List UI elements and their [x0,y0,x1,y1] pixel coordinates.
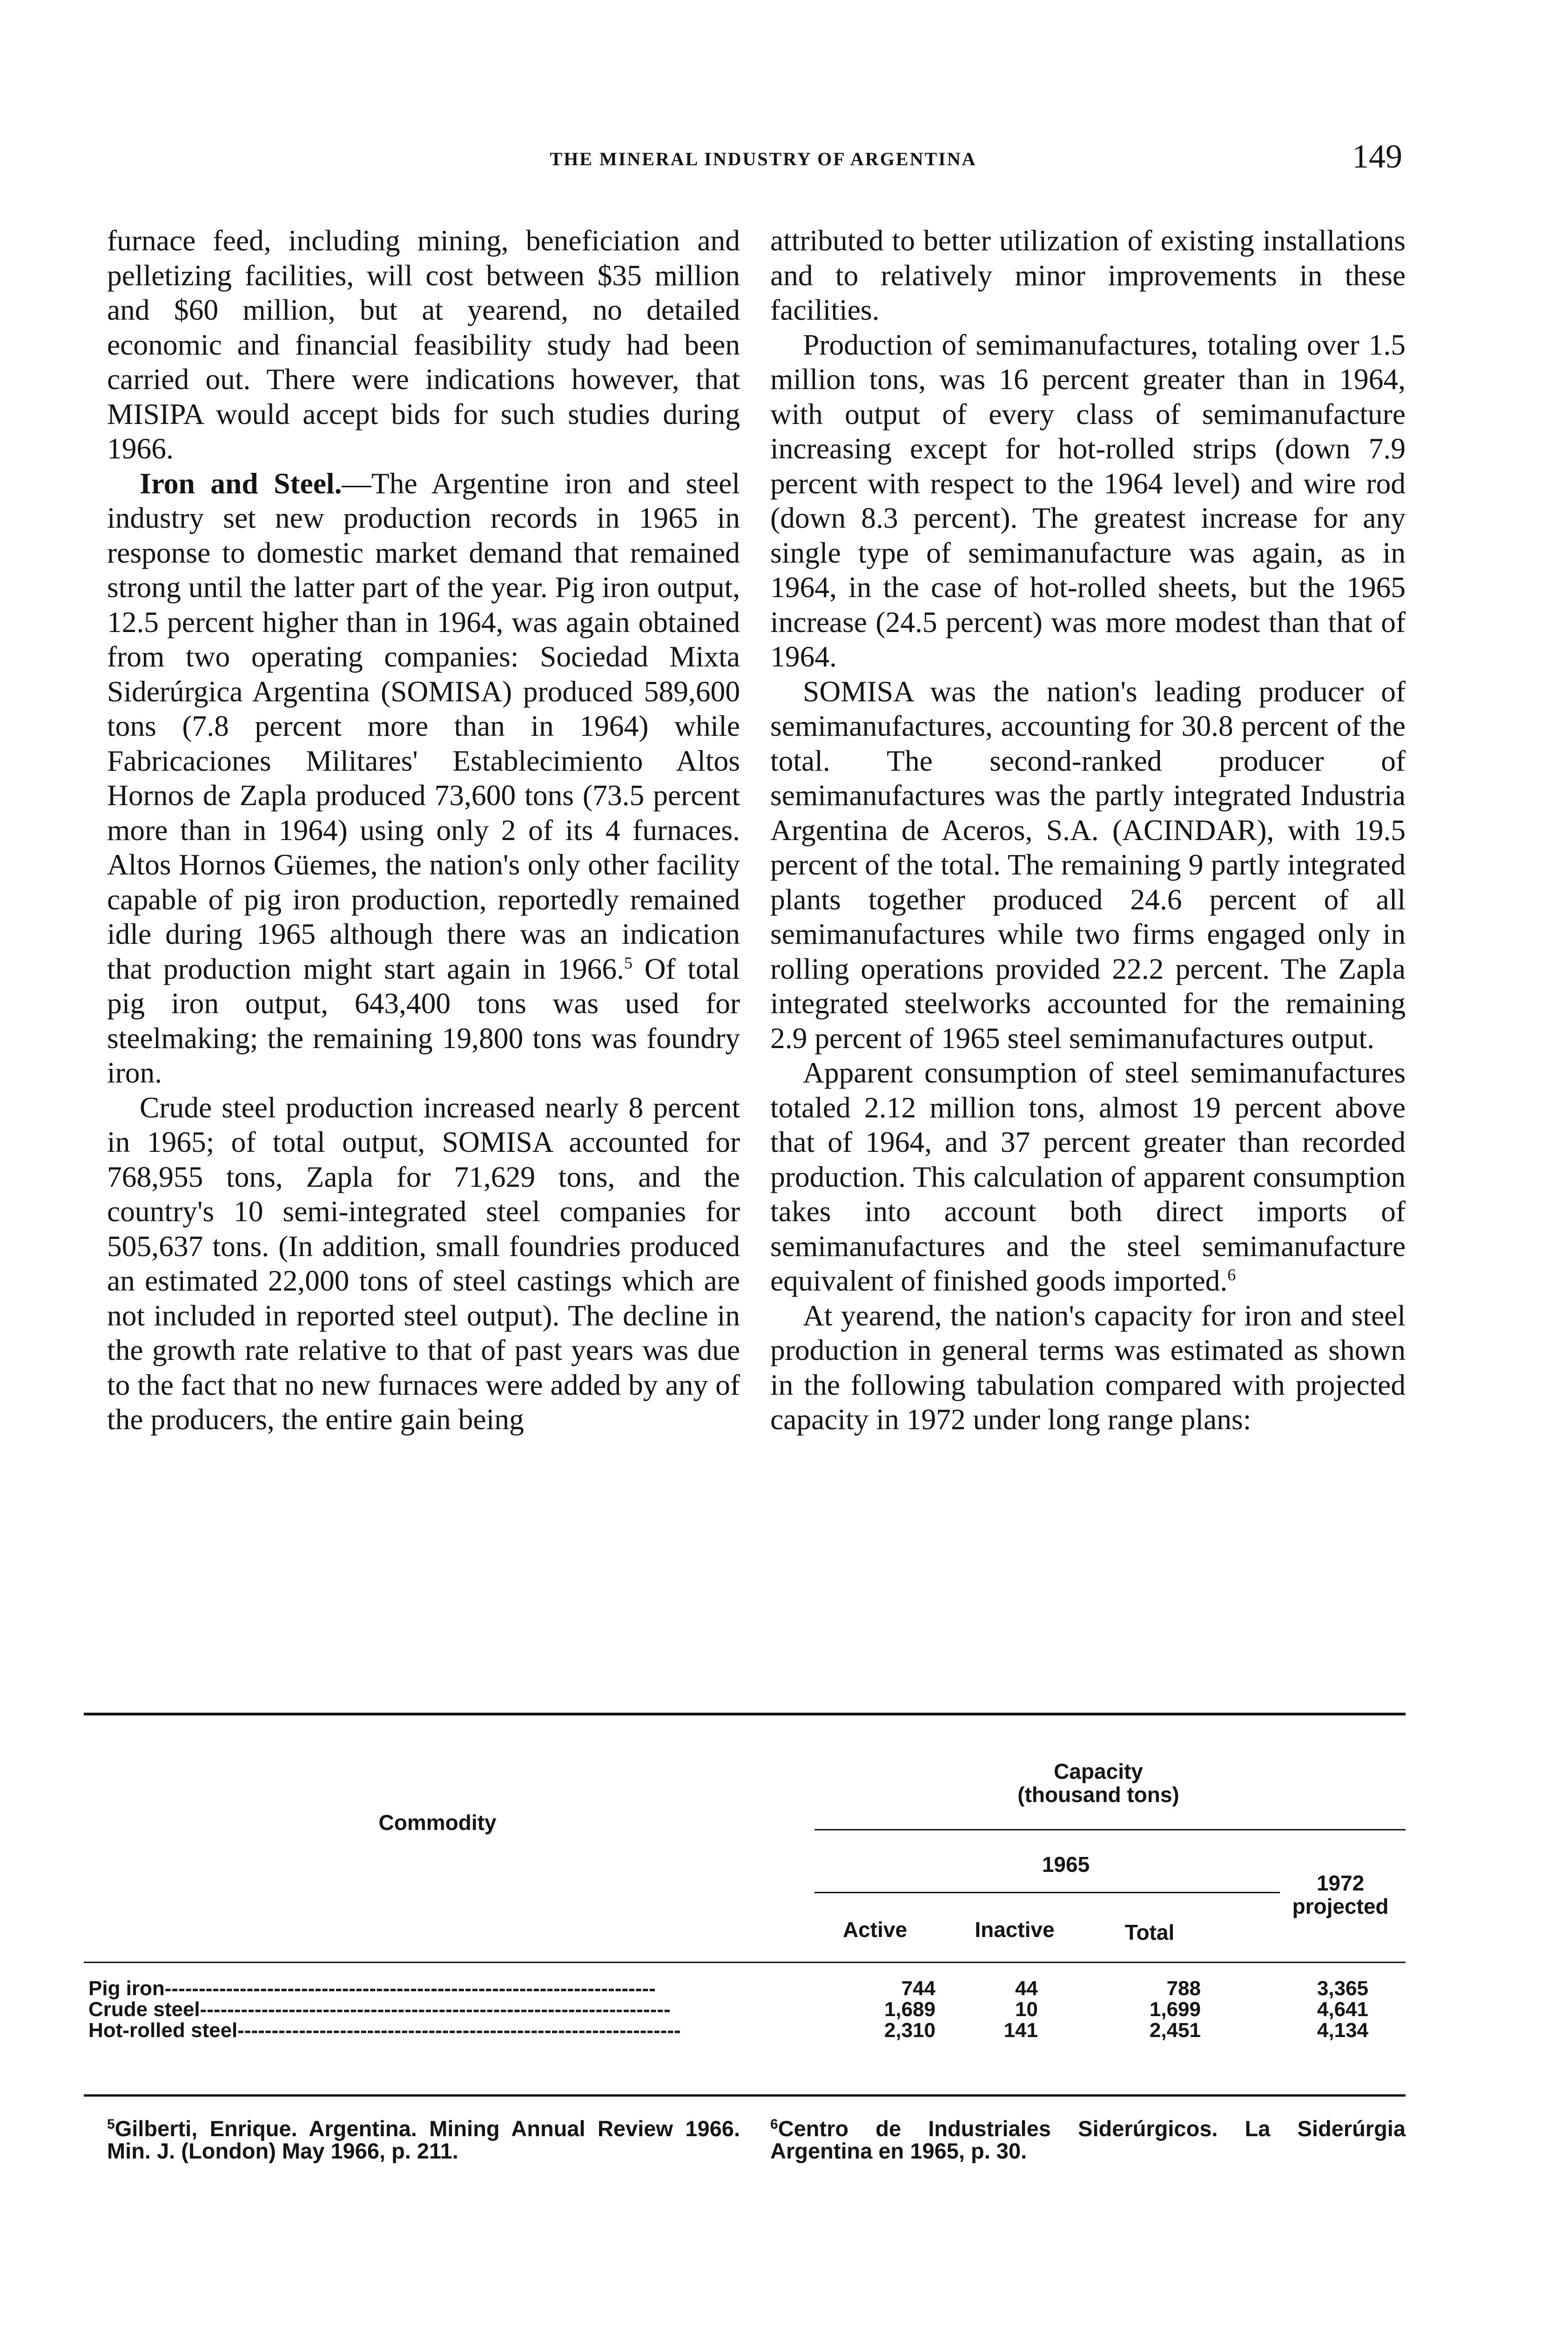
footnote-ref-5: 5 [624,953,633,972]
cell-total: 1,699 [1149,1998,1201,2021]
right-column [770,223,1406,1437]
footnote-ref-6: 6 [1227,1265,1236,1284]
cell-active: 1,689 [884,1998,935,2021]
footnote-5-mark: 5 [107,2117,115,2132]
active-header: Active [842,1917,908,1942]
projected-header-line2: projected [1292,1894,1389,1918]
row-label-text: Hot-rolled steel [88,2019,238,2042]
row-label-hot-rolled-steel: Hot-rolled steel----------------------------------------------------------------- [88,2019,681,2042]
commodity-header: Commodity [378,1810,497,1835]
capacity-group-header-line2: (thousand tons) [1017,1782,1179,1807]
right-paragraph-2: Production of semimanufactures, totaling over 1.5 million tons, was 16 percent greater than in 1964, with output of every class of semimanufacture increasing except for hot-rolled strips (down 7.9 percent with respect to the 1964 level) and wire rod (down 8.3 percent). The greatest increase for any single type of semimanufacture was again, as in 1964, in the case of hot-rolled sheets, but the 1965 increase (24.5 percent) was more modest than that of 1964. [770,328,1406,673]
row-label-text: Crude steel [88,1998,200,2021]
capacity-group-rule [814,1829,1406,1830]
table-top-rule [84,1713,1406,1715]
table-bottom-rule [84,2094,1406,2097]
page-number: 149 [1352,138,1402,175]
right-paragraph-4 [770,1056,1406,1298]
left-paragraph-2-text-cont: Of total pig iron output, 643,400 tons was used for steelmaking; the remaining 19,800 tons was foundry iron. [107,952,740,1089]
row-label-pig-iron: Pig iron------------------------------------------------------------------------ [88,1977,656,2000]
left-paragraph-2-text: —The Argentine iron and steel industry set new production records in 1965 in response to domestic market demand that remained strong until the latter part of the year. Pig iron output, 12.5 percent higher than in 1964, was again obtained from two operating companies: Sociedad Mixta Siderúrgica Argentina (SOMISA) produced 589,600 tons (7.8 percent more than in 1964) while Fabricaciones Militares' Establecimiento Altos Hornos de Zapla produced 73,600 tons (73.5 percent more than in 1964) using only 2 of its 4 furnaces. Altos Hornos Güemes, the nation's only other facility capable of pig iron production, reportedly remained idle during 1965 although there was an indication that production might start again in 1966. [107,466,740,985]
year-1965-rule [814,1892,1280,1893]
cell-active: 2,310 [884,2019,935,2042]
header-bottom-rule [84,1962,1406,1963]
cell-projected: 3,365 [1317,1977,1368,2000]
right-paragraph-1: attributed to better utilization of existing installations and to relatively minor improvements in these facilities. [770,224,1406,326]
cell-inactive: 141 [1003,2019,1038,2042]
footnote-5-text: Gilberti, Enrique. Argentina. Mining Annual Review 1966. Min. J. (London) May 1966, p. 211. [107,2116,740,2163]
total-header: Total [1124,1920,1175,1944]
cell-total: 2,451 [1149,2019,1201,2042]
capacity-group-header-line1: Capacity [1054,1759,1143,1783]
right-paragraph-5: At yearend, the nation's capacity for iron and steel production in general terms was estimated as shown in the following tabulation compared with projected capacity in 1972 under long range plans: [770,1298,1406,1436]
footnote-6 [770,2118,1406,2162]
cell-inactive: 44 [1015,1977,1038,2000]
left-paragraph-2 [107,466,740,1090]
row-label-text: Pig iron [88,1977,165,2000]
cell-inactive: 10 [1015,1998,1038,2021]
footnote-5 [107,2118,740,2162]
right-paragraph-4-text: Apparent consumption of steel semimanufactures totaled 2.12 million tons, almost 19 percent above that of 1964, and 37 percent greater than recorded production. This calculation of apparent consumption takes into account both direct imports of semimanufactures and the steel semimanufacture equivalent of finished goods imported. [770,1056,1406,1297]
projected-header-line1: 1972 [1316,1871,1365,1895]
running-header: THE MINERAL INDUSTRY OF ARGENTINA [550,148,977,169]
left-paragraph-1: furnace feed, including mining, beneficiation and pelletizing facilities, will cost between $35 million and $60 million, but at yearend, no detailed economic and financial feasibility study had been carried out. There were indications however, that MISIPA would accept bids for such studies during 1966. [107,224,740,465]
year-1965-header: 1965 [1042,1852,1090,1876]
inactive-header: Inactive [975,1917,1055,1942]
row-label-crude-steel: Crude steel--------------------------------------------------------------------- [88,1998,671,2021]
left-column [107,223,740,1437]
cell-total: 788 [1166,1977,1201,2000]
footnote-6-mark: 6 [770,2117,778,2132]
cell-active: 744 [901,1977,935,2000]
left-paragraph-3: Crude steel production increased nearly 8 percent in 1965; of total output, SOMISA accounted for 768,955 tons, Zapla for 71,629 tons, and the country's 10 semi-integrated steel companies for 505,637 tons. (In addition, small foundries produced an estimated 22,000 tons of steel castings which are not included in reported steel output). The decline in the growth rate relative to that of past years was due to the fact that no new furnaces were added by any of the producers, the entire gain being [107,1090,740,1436]
footnote-6-text: Centro de Industriales Siderúrgicos. La Siderúrgia Argentina en 1965, p. 30. [770,2116,1406,2163]
cell-projected: 4,134 [1317,2019,1368,2042]
right-paragraph-3: SOMISA was the nation's leading producer of semimanufactures, accounting for 30.8 percent of the total. The second-ranked producer of semimanufactures was the partly integrated Industria Argentina de Aceros, S.A. (ACINDAR), with 19.5 percent of the total. The remaining 9 partly integrated plants together produced 24.6 percent of all semimanufactures while two firms engaged only in rolling operations provided 22.2 percent. The Zapla integrated steelworks accounted for the remaining 2.9 percent of 1965 steel semimanufactures output. [770,674,1406,1055]
section-heading-iron-steel: Iron and Steel. [140,466,342,500]
cell-projected: 4,641 [1317,1998,1368,2021]
